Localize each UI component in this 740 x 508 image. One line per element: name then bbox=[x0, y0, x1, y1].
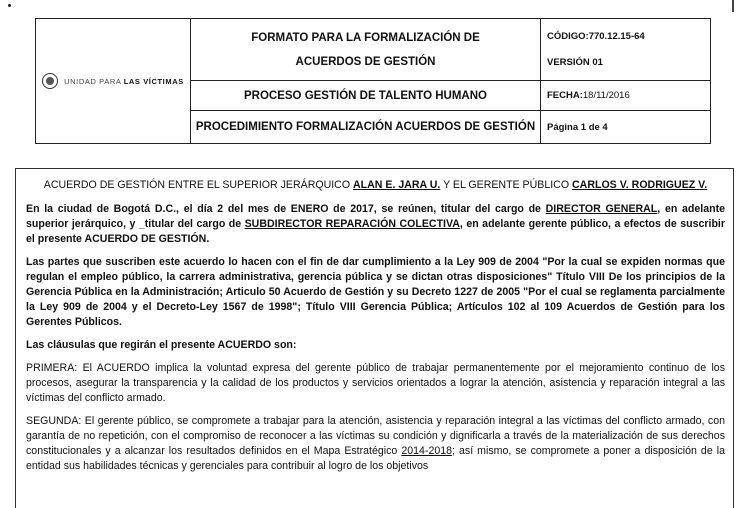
clause-segunda: SEGUNDA: El gerente público, se compromete a trabajar para la atención, asistencia y reparación integral a las víctimas del conflicto armado, con garantía de no repetición, con el compromiso de reconocer a las víctimas su condición y dignificarla a través de la materialización de sus derechos constitucionales y a alcanzar los resultados definidos en el Mapa Estratégico 2014-2018; así mismo, se compromete a poner a disposición de la entidad sus habilidades técnicas y gerenciales para contribuir al logro de los objetivos bbox=[26, 415, 725, 472]
coat-of-arms-icon bbox=[42, 73, 58, 89]
paragraph-parties: En la ciudad de Bogotá D.C., el día 2 del mes de ENERO de 2017, se reúnen, titular del cargo de DIRECTOR GENERAL, en adelante superior jerárquico, y _titular del cargo de SUBDIRECTOR REPARACIÓN COLECTIVA, en adelante gerente público, a efectos de suscribir el presente ACUERDO DE GESTIÓN. bbox=[26, 203, 725, 245]
clause-primera: PRIMERA: El ACUERDO implica la voluntad expresa del gerente público de trabajar permanentemente por el mejoramiento continuo de los procesos, asegurar la transparencia y la calidad de los productos y servicios orientados a lograr la atención, asistencia y reparación integral a las víctimas del conflicto armado. bbox=[26, 362, 725, 404]
format-title-line2: ACUERDOS DE GESTIÓN bbox=[295, 55, 436, 68]
agreement-intro: ACUERDO DE GESTIÓN ENTRE EL SUPERIOR JERÁRQUICO ALAN E. JARA U. Y EL GERENTE PÚBLICO CARLOS V. RODRIGUEZ V. bbox=[43, 179, 708, 191]
doc-date: FECHA: 18/11/2016 bbox=[541, 81, 710, 111]
scan-edge-mark bbox=[732, 0, 734, 12]
org-logo: UNIDAD PARA LAS VÍCTIMAS bbox=[64, 76, 184, 86]
superior-name: ALAN E. JARA U. bbox=[353, 179, 441, 191]
procedure-title: PROCEDIMIENTO FORMALIZACIÓN ACUERDOS DE GESTIÓN bbox=[191, 111, 541, 143]
format-title-line1: FORMATO PARA LA FORMALIZACIÓN DE bbox=[251, 31, 480, 44]
clauses-heading: Las cláusulas que regirán el presente ACUERDO son: bbox=[26, 339, 297, 351]
doc-code: CÓDIGO:770.12.15-64 bbox=[547, 31, 645, 42]
manager-name: CARLOS V. RODRIGUEZ V. bbox=[572, 179, 708, 191]
code-version-cell bbox=[541, 19, 710, 81]
paragraph-legal-basis: Las partes que suscriben este acuerdo lo hacen con el fin de dar cumplimiento a la Ley 909 de 2004 "Por la cual se expiden normas que regulan el empleo público, la carrera administrativa, gerencia pública y se dictan otras disposiciones" Título VIII De los principios de la Gerencia Pública en la Administración; Articulo 50 Acuerdo de Gestión y su Decreto 1227 de 2005 "Por el cual se reglamenta parcialmente la Ley 909 de 2004 y el Decreto-Ley 1567 de 1998"; Título VIII Gerencia Pública; Artículos 102 al 109 Acuerdos de Gestión para los Gerentes Públicos. bbox=[26, 256, 725, 328]
process-title: PROCESO GESTIÓN DE TALENTO HUMANO bbox=[191, 81, 541, 111]
document-header-table bbox=[35, 18, 711, 144]
logo-cell bbox=[36, 19, 191, 143]
scan-speck bbox=[8, 4, 11, 7]
page-number: Página 1 de 4 bbox=[547, 121, 608, 133]
agreement-body bbox=[15, 168, 734, 508]
doc-version: VERSIÓN 01 bbox=[547, 57, 603, 68]
format-title-cell bbox=[191, 19, 541, 81]
